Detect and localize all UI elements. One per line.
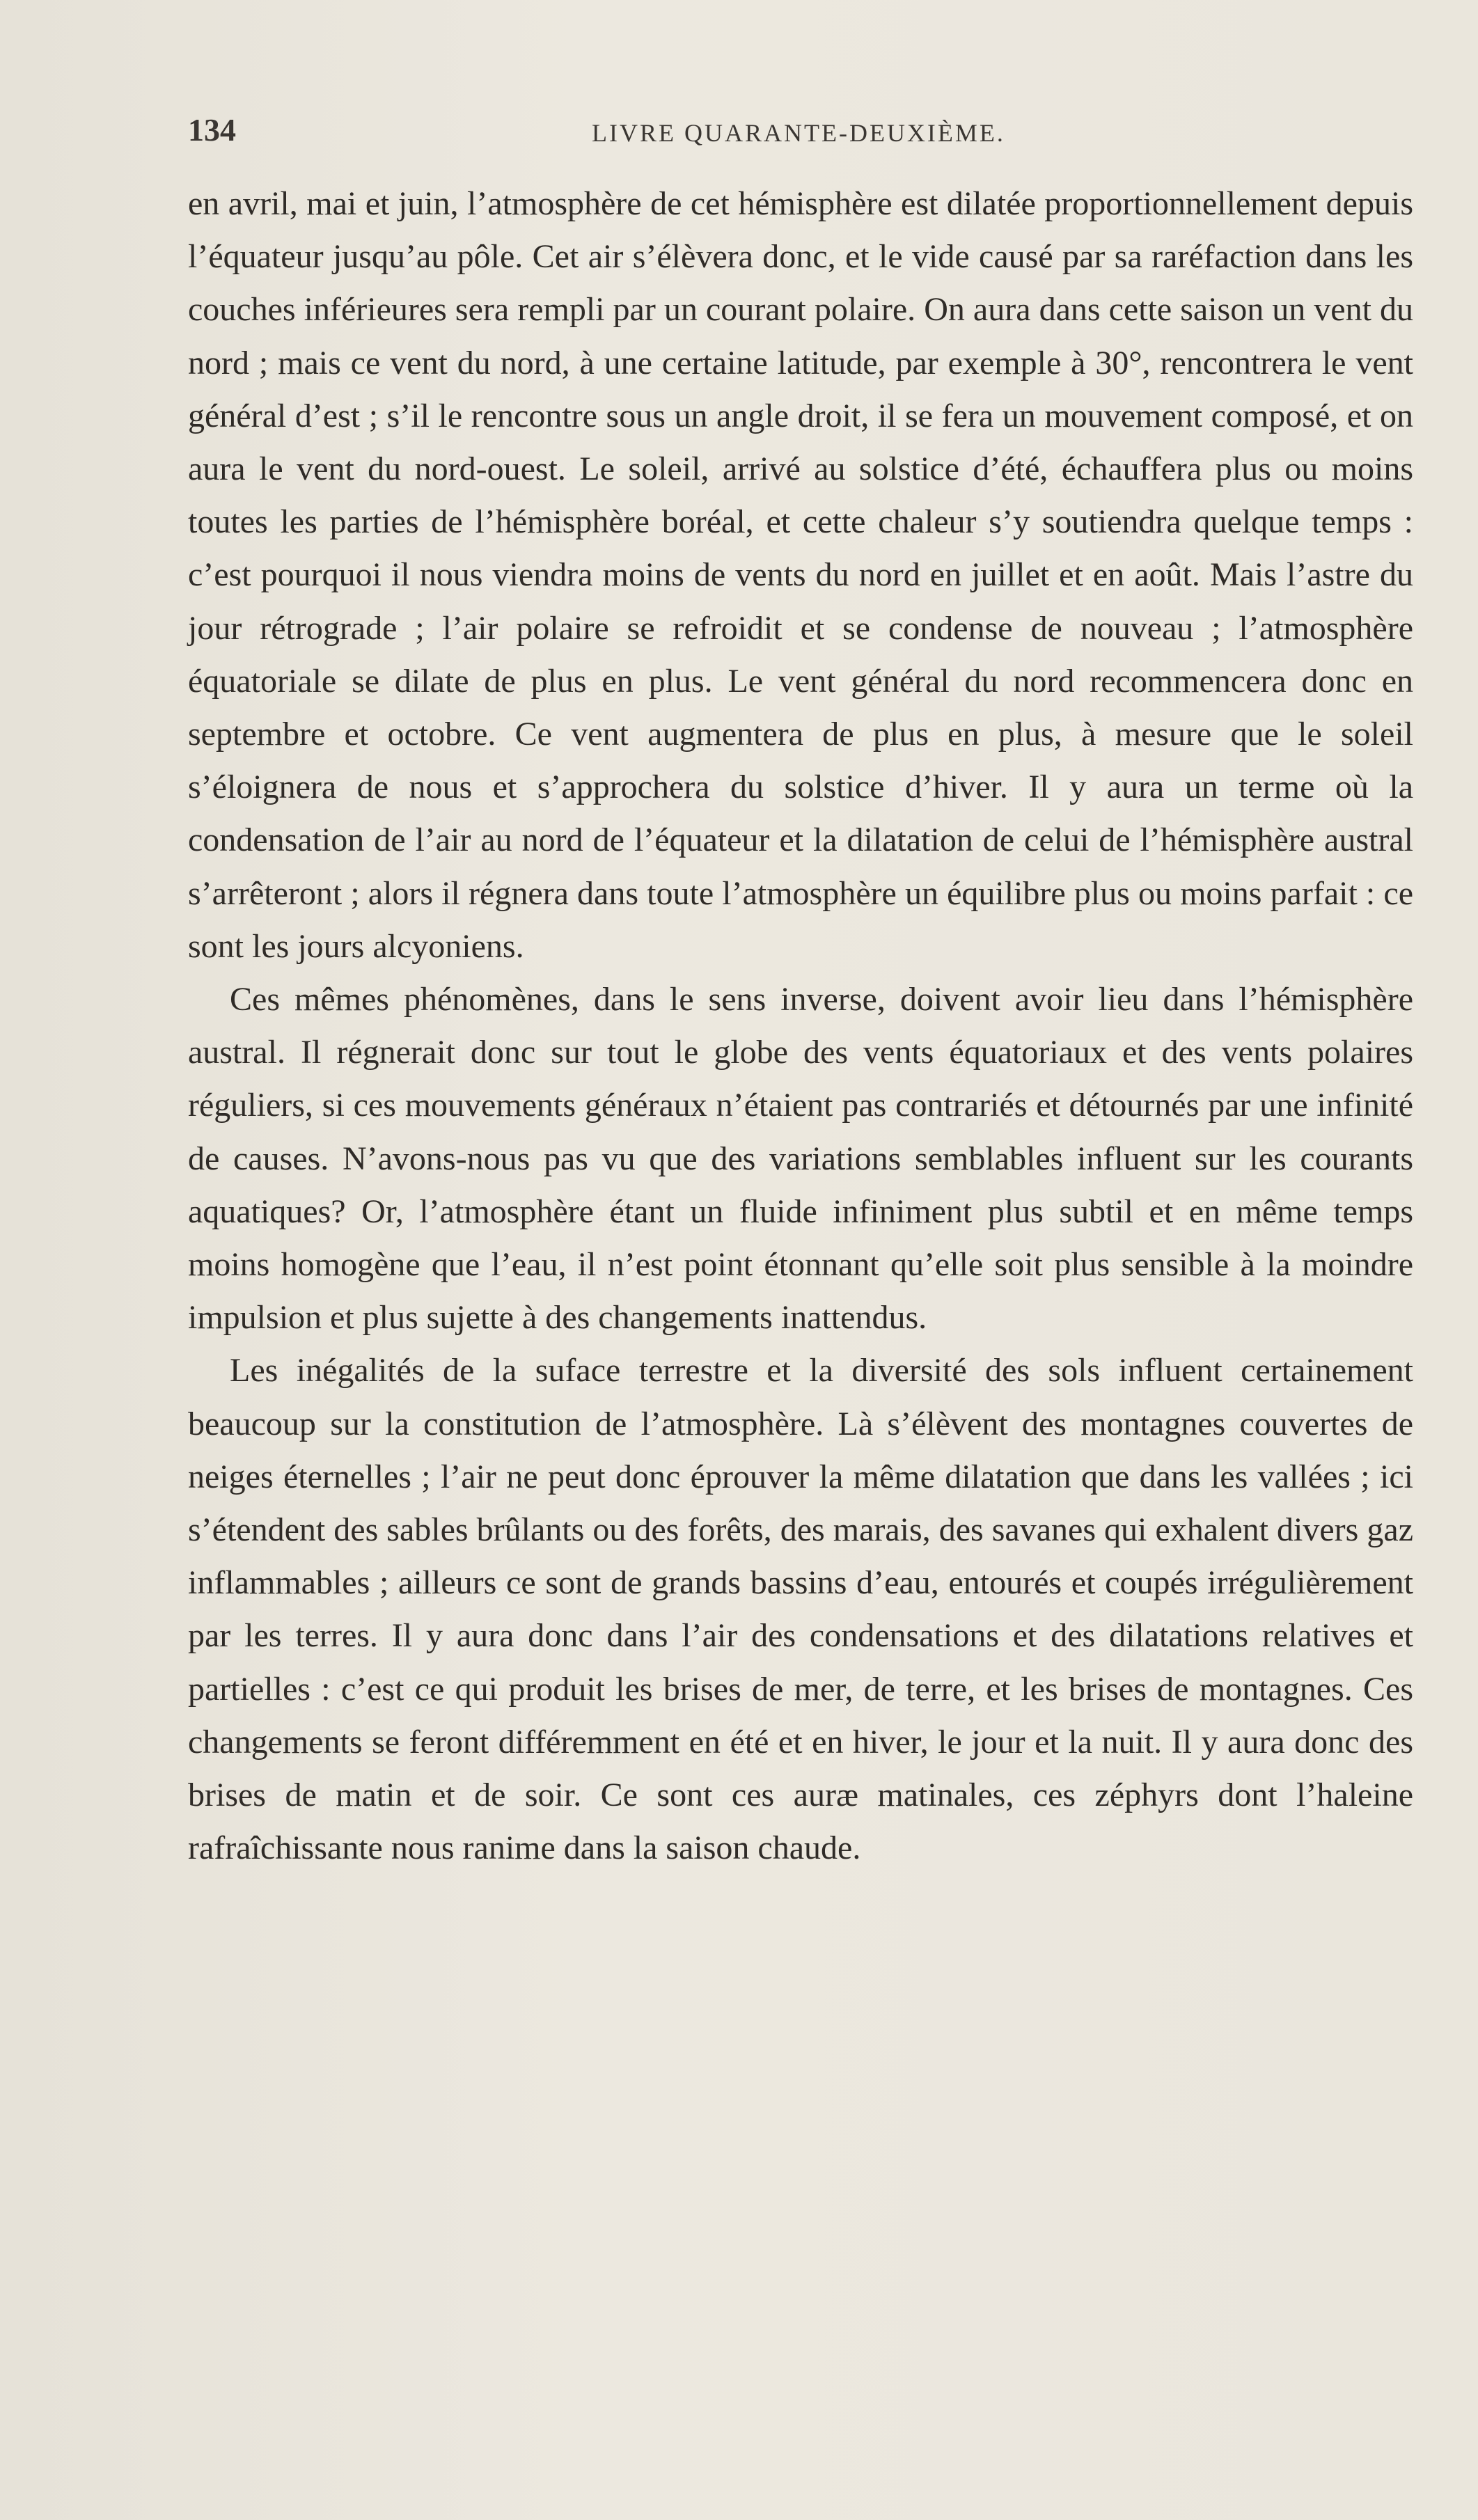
page-number: 134 xyxy=(188,112,236,148)
paragraph: en avril, mai et juin, l’atmosphère de cet hémisphère est dilatée proportionnellement depuis l’équateur jusqu’au pôle. Cet air s’élèvera donc, et le vide causé par sa raréfaction dans les couches inférieures sera rempli par un courant polaire. On aura dans cette saison un vent du nord ; mais ce vent du nord, à une certaine latitude, par exemple à 30°, rencontrera le vent général d’est ; s’il le rencontre sous un angle droit, il se fera un mouvement composé, et on aura le vent du nord-ouest. Le soleil, arrivé au solstice d’été, échauffera plus ou moins toutes les parties de l’hémisphère boréal, et cette chaleur s’y soutiendra quelque temps : c’est pourquoi il nous viendra moins de vents du nord en juillet et en août. Mais l’astre du jour rétrograde ; l’air polaire se refroidit et se condense de nouveau ; l’atmosphère équatoriale se dilate de plus en plus. Le vent général du nord recommencera donc en septembre et octobre. Ce vent augmentera de plus en plus, à mesure que le soleil s’éloignera de nous et s’approchera du solstice d’hiver. Il y aura un terme où la condensation de l’air au nord de l’équateur et la dilatation de celui de l’hémisphère austral s’arrêteront ; alors il régnera dans toute l’atmosphère un équilibre plus ou moins parfait : ce sont les jours alcyoniens. xyxy=(188,185,1413,965)
body-text xyxy=(188,178,1413,1875)
paragraph: Ces mêmes phénomènes, dans le sens inverse, doivent avoir lieu dans l’hémisphère austral. Il régnerait donc sur tout le globe des vents équatoriaux et des vents polaires réguliers, si ces mouvements généraux n’étaient pas contrariés et détournés par une infinité de causes. N’avons-nous pas vu que des variations semblables influent sur les courants aquatiques? Or, l’atmosphère étant un fluide infiniment plus subtil et en même temps moins homogène que l’eau, il n’est point étonnant qu’elle soit plus sensible à la moindre impulsion et plus sujette à des changements inattendus. xyxy=(188,981,1413,1337)
running-head: LIVRE QUARANTE-DEUXIÈME. xyxy=(592,119,1005,147)
page-header xyxy=(188,111,1413,160)
paragraph: Les inégalités de la suface terrestre et la diversité des sols influent certainement beaucoup sur la constitution de l’atmosphère. Là s’élèvent des montagnes couvertes de neiges éternelles ; l’air ne peut donc éprouver la même dilatation que dans les vallées ; ici s’étendent des sables brûlants ou des forêts, des marais, des savanes qui exhalent divers gaz inflammables ; ailleurs ce sont de grands bassins d’eau, entourés et coupés irrégulièrement par les terres. Il y aura donc dans l’air des condensations et des dilatations relatives et partielles : c’est ce qui produit les brises de mer, de terre, et les brises de montagnes. Ces changements se feront différemment en été et en hiver, le jour et la nuit. Il y aura donc des brises de matin et de soir. Ce sont ces auræ matinales, ces zéphyrs dont l’haleine rafraîchissante nous ranime dans la saison chaude. xyxy=(188,1352,1413,1867)
